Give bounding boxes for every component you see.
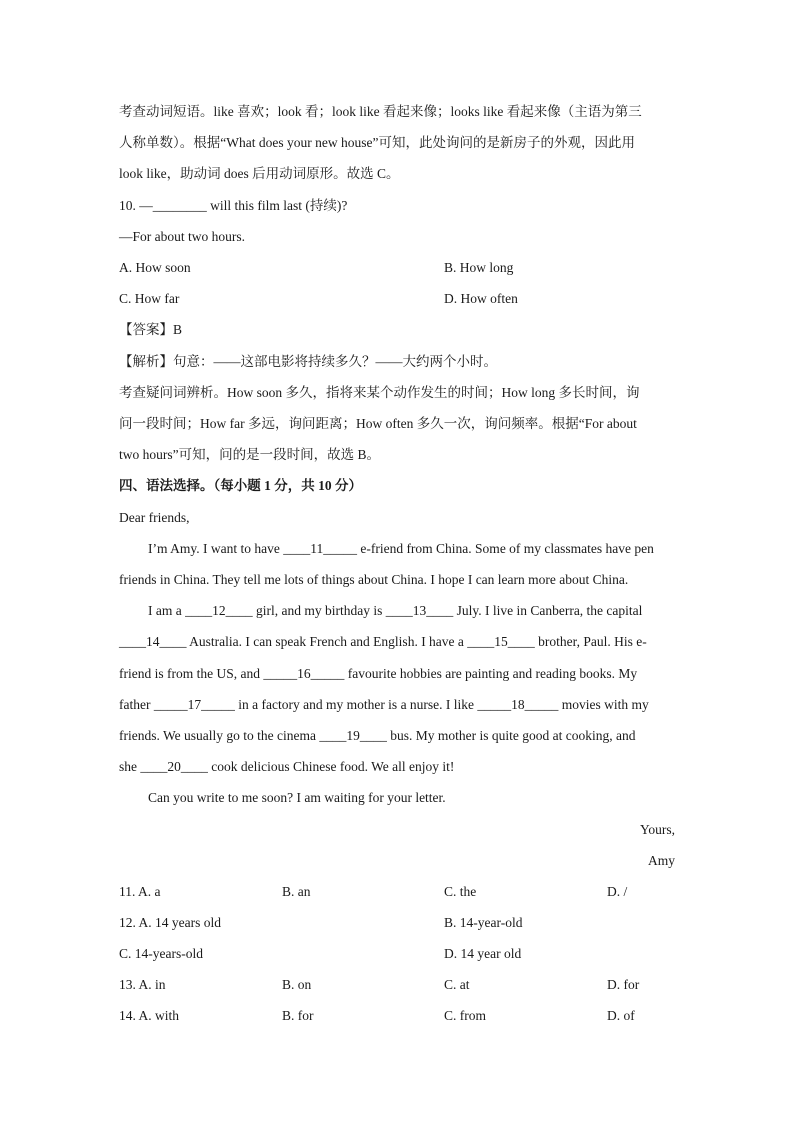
- letter-text: July. I live in Canberra, the capital: [453, 603, 643, 618]
- letter-text: in a factory and my mother is a nurse. I like: [234, 697, 478, 712]
- letter-text: father: [119, 697, 154, 712]
- blank-17: _____17_____: [153, 697, 235, 712]
- question-10-reply: —For about two hours.: [119, 229, 245, 244]
- option: B. for: [282, 1008, 314, 1023]
- question-10: 10. —________ will this film last (持续)?: [119, 198, 348, 213]
- letter-line: [119, 695, 649, 715]
- letter-text: I’m Amy. I want to have: [148, 541, 284, 556]
- option: 11. A. a: [119, 884, 161, 899]
- option: B. on: [282, 977, 312, 992]
- analysis-line: two hours”可知，问的是一段时间，故选 B。: [119, 447, 380, 462]
- answer: 【答案】B: [119, 322, 183, 337]
- option: 12. A. 14 years old: [119, 915, 221, 930]
- blank-14: ____14____: [119, 634, 187, 649]
- letter-closing: Yours,: [639, 822, 675, 837]
- blank-12: ____12____: [185, 603, 253, 618]
- analysis-title: 【解析】句意：——这部电影将持续多久？——大约两个小时。: [119, 354, 497, 369]
- option: C. at: [444, 977, 470, 992]
- letter-line: [119, 726, 635, 746]
- blank-18: _____18_____: [477, 697, 559, 712]
- option: D. 14 year old: [444, 946, 522, 961]
- section-title: 四、语法选择。（每小题 1 分，共 10 分）: [119, 478, 362, 493]
- letter-line: [119, 664, 637, 684]
- blank-20: ____20____: [140, 759, 208, 774]
- option-d: D. How often: [444, 291, 518, 306]
- option-b: B. How long: [444, 260, 514, 275]
- letter-line: [119, 632, 647, 652]
- option: 13. A. in: [119, 977, 166, 992]
- letter-line: [119, 757, 454, 777]
- letter-line: friends in China. They tell me lots of things about China. I hope I can learn more about China.: [119, 572, 629, 587]
- option: B. 14-year-old: [444, 915, 523, 930]
- letter-greeting: Dear friends,: [119, 510, 190, 525]
- letter-text: bus. My mother is quite good at cooking, and: [386, 728, 636, 743]
- option: D. /: [607, 884, 628, 899]
- explanation-line: 考查动词短语。like 喜欢；look 看；look like 看起来像；looks like 看起来像（主语为第三: [119, 104, 642, 119]
- letter-signature: Amy: [648, 853, 675, 868]
- explanation-line: 人称单数）。根据“What does your new house”可知，此处询问的是新房子的外观，因此用: [119, 135, 635, 150]
- letter-text: she: [119, 759, 141, 774]
- blank-16: _____16_____: [263, 666, 345, 681]
- letter-line: [148, 601, 642, 621]
- option-c: C. How far: [119, 291, 180, 306]
- letter-text: Australia. I can speak French and English. I have a: [186, 634, 468, 649]
- letter-text: brother, Paul. His e-: [534, 634, 647, 649]
- blank-13: ____13____: [385, 603, 454, 618]
- option-a: A. How soon: [119, 260, 191, 275]
- letter-line: [148, 539, 654, 559]
- option: C. 14-years-old: [119, 946, 203, 961]
- option: C. the: [444, 884, 477, 899]
- blank-11: ____11_____: [283, 541, 357, 556]
- blank-19: ____19____: [319, 728, 387, 743]
- letter-text: girl, and my birthday is: [252, 603, 386, 618]
- option: D. of: [607, 1008, 635, 1023]
- letter-text: friends. We usually go to the cinema: [119, 728, 320, 743]
- letter-text: favourite hobbies are painting and reading books. My: [344, 666, 638, 681]
- option: D. for: [607, 977, 640, 992]
- option: 14. A. with: [119, 1008, 180, 1023]
- option: C. from: [444, 1008, 486, 1023]
- letter-text: I am a: [148, 603, 186, 618]
- letter-text: e-friend from China. Some of my classmates have pen: [356, 541, 654, 556]
- option: B. an: [282, 884, 311, 899]
- letter-text: friend is from the US, and: [119, 666, 264, 681]
- letter-text: cook delicious Chinese food. We all enjoy it!: [207, 759, 455, 774]
- blank-15: ____15____: [467, 634, 535, 649]
- letter-text: movies with my: [558, 697, 649, 712]
- analysis-line: 考查疑问词辨析。How soon 多久，指将来某个动作发生的时间；How long 多长时间，询: [119, 385, 640, 400]
- explanation-line: look like，助动词 does 后用动词原形。故选 C。: [119, 166, 400, 181]
- letter-line: Can you write to me soon? I am waiting for your letter.: [148, 790, 446, 805]
- analysis-line: 问一段时间；How far 多远，询问距离；How often 多久一次，询问频率。根据“For about: [119, 416, 637, 431]
